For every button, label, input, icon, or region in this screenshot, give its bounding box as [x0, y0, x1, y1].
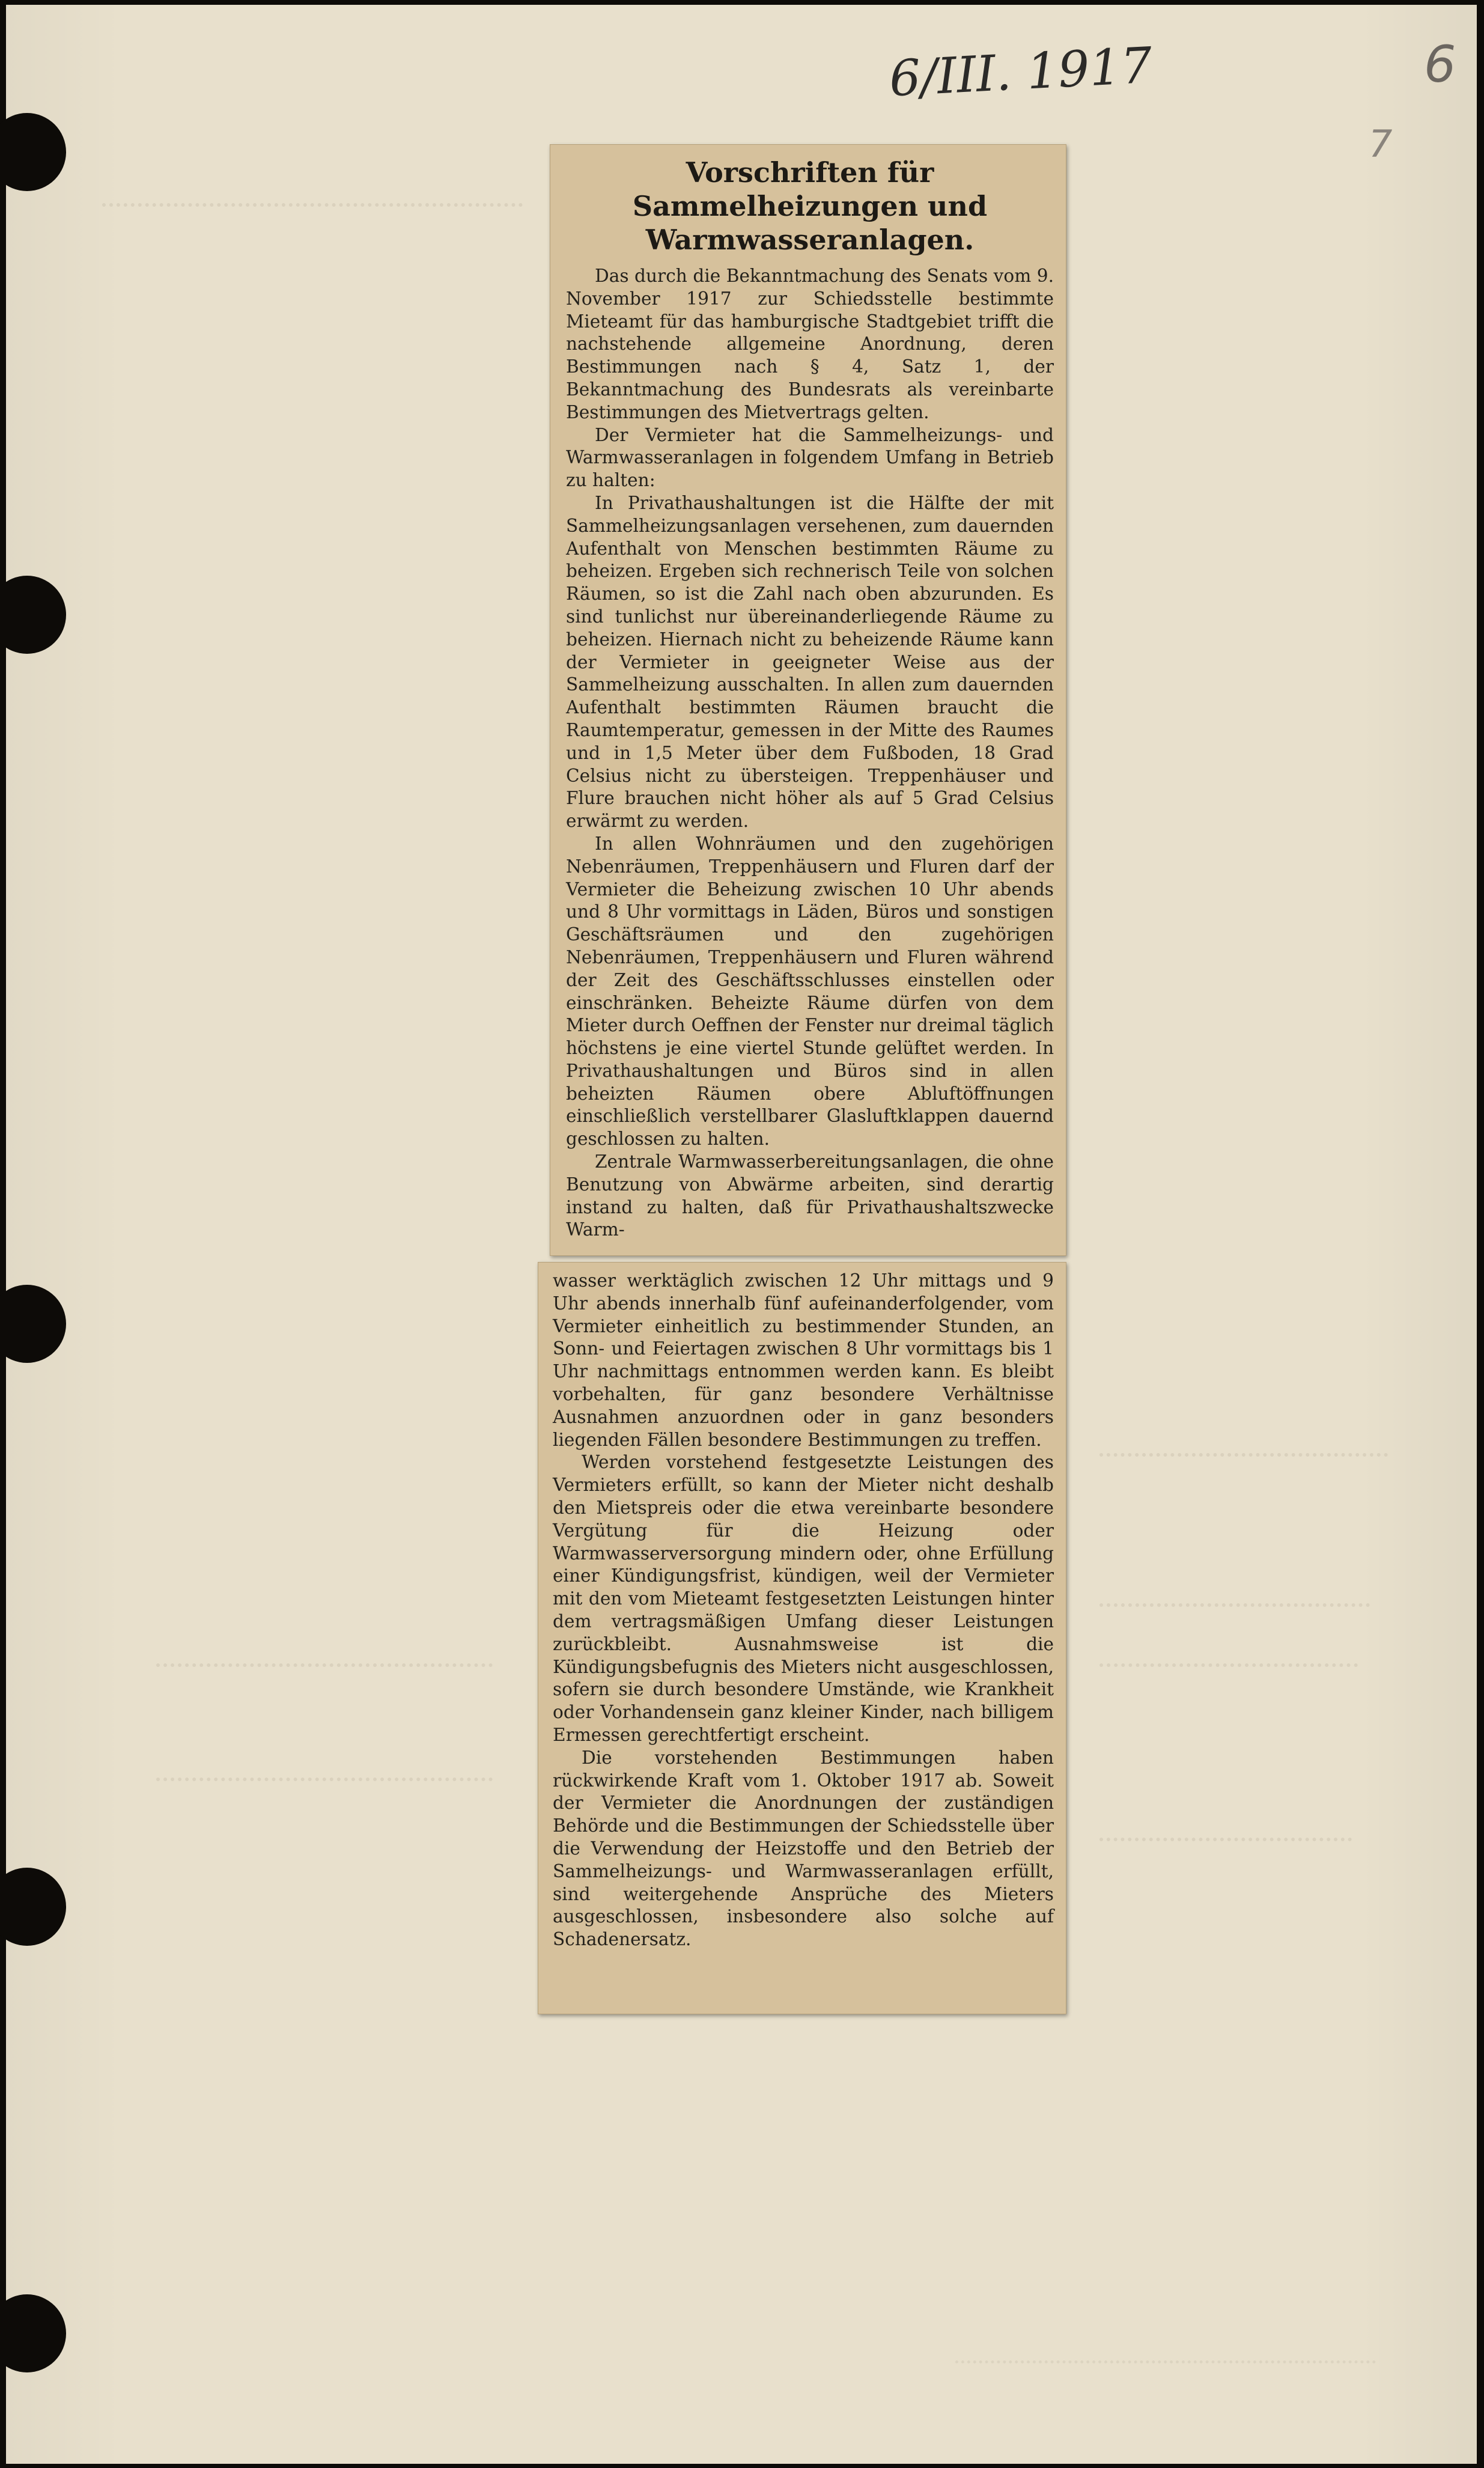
clipping-paragraph: Die vorstehenden Bestimmungen haben rückwirkende Kraft vom 1. Oktober 1917 ab. Soweit der Vermieter die Anordnungen der zuständigen Behörde und die Bestimmungen der Schiedsstelle über die Verwendung der Heizstoffe und den Betrieb der Sammelheizungs- und Warmwasseranlagen erfüllt, sind weitergehende Ansprüche des Mieters ausgeschlossen, insbesondere also solche auf Schadenersatz. — [553, 1747, 1054, 1950]
punch-hole — [0, 576, 66, 654]
bleed-through — [1099, 1585, 1370, 1607]
punch-hole — [0, 2294, 66, 2372]
clipping-body-part-2 — [553, 1270, 1054, 1951]
bleed-through — [1099, 1645, 1358, 1667]
clipping-paragraph: In Privathaushaltungen ist die Hälfte der mit Sammelheizungsanlagen versehenen, zum dauernden Aufenthalt von Menschen bestimmten Räume zu beheizen. Ergeben sich rechnerisch Teile von solchen Räumen, so ist die Zahl nach oben abzurunden. Es sind tunlichst nur übereinanderliegende Räume zu beheizen. Hiernach nicht zu beheizende Räume kann der Vermieter in geeigneter Weise aus der Sammelheizung ausschalten. In allen zum dauernden Aufenthalt bestimmten Räumen braucht die Raumtemperatur, gemessen in der Mitte des Raumes und in 1,5 Meter über dem Fußboden, 18 Grad Celsius nicht zu übersteigen. Treppenhäuser und Flure brauchen nicht höher als auf 5 Grad Celsius erwärmt zu werden. — [566, 492, 1054, 832]
page-number-secondary: 7 — [1369, 122, 1393, 166]
page-number: 6 — [1424, 35, 1456, 94]
clipping-paragraph: Werden vorstehend festgesetzte Leistungen des Vermieters erfüllt, so kann der Mieter nicht deshalb den Mietspreis oder die etwa vereinbarte besondere Vergütung für die Heizung oder Warmwasserversorgung mindern oder, ohne Erfüllung einer Kündigungsfrist, kündigen, weil der Vermieter mit den vom Mieteamt festgesetzten Leistungen hinter dem vertragsmäßigen Umfang dieser Leistungen zurückbleibt. Ausnahmsweise ist die Kündigungsbefugnis des Mieters nicht ausgeschlossen, sofern sie durch besondere Umstände, wie Krankheit oder Vorhandensein ganz kleiner Kinder, nach billigem Ermessen gerechtfertigt erscheint. — [553, 1452, 1054, 1745]
handwritten-date: 6/III. 1917 — [887, 37, 1154, 108]
newspaper-clipping-part-2 — [538, 1262, 1066, 2014]
newspaper-clipping-part-1 — [550, 144, 1066, 1256]
clipping-paragraph: Der Vermieter hat die Sammelheizungs- und Warmwasseranlagen in folgendem Umfang in Betrieb zu halten: — [566, 424, 1054, 491]
clipping-paragraph: wasser werktäglich zwischen 12 Uhr mittags und 9 Uhr abends innerhalb fünf aufeinanderfolgender, vom Vermieter einheitlich zu bestimmender Stunden, an Sonn- und Feiertagen zwischen 8 Uhr vormittags bis 1 Uhr nachmittags entnommen werden kann. Es bleibt vorbehalten, für ganz besondere Verhältnisse Ausnahmen anzuordnen oder in ganz besonders liegenden Fällen besondere Bestimmungen zu treffen. — [553, 1270, 1054, 1450]
bleed-through — [1099, 1820, 1352, 1841]
clipping-body-part-1 — [566, 265, 1054, 1242]
punch-hole — [0, 113, 66, 191]
bleed-through — [156, 1760, 493, 1781]
clipping-paragraph: Zentrale Warmwasserbereitungsanlagen, die ohne Benutzung von Abwärme arbeiten, sind derartig instand zu halten, daß für Privathaushaltszwecke Warm- — [566, 1151, 1054, 1240]
punch-hole — [0, 1285, 66, 1363]
clipping-paragraph: Das durch die Bekanntmachung des Senats vom 9. November 1917 zur Schiedsstelle bestimmte Mieteamt für das hamburgische Stadtgebiet trifft die nachstehende allgemeine Anordnung, deren Bestimmungen nach § 4, Satz 1, der Bekanntmachung des Bundesrats als vereinbarte Bestimmungen des Mietvertrags gelten. — [566, 266, 1054, 422]
bleed-through — [955, 2348, 1376, 2363]
punch-hole — [0, 1868, 66, 1946]
bleed-through — [156, 1645, 493, 1667]
bleed-through — [102, 185, 523, 207]
bleed-through — [1099, 1435, 1388, 1457]
clipping-paragraph: In allen Wohnräumen und den zugehörigen Nebenräumen, Treppenhäusern und Fluren darf der Vermieter die Beheizung zwischen 10 Uhr abends und 8 Uhr vormittags in Läden, Büros und sonstigen Geschäftsräumen und den zugehörigen Nebenräumen, Treppenhäusern und Fluren während der Zeit des Geschäftsschlusses einstellen oder einschränken. Beheizte Räume dürfen von dem Mieter durch Oeffnen der Fenster nur dreimal täglich höchstens je eine viertel Stunde gelüftet werden. In Privathaushaltungen und Büros sind in allen beheizten Räumen obere Abluftöffnungen einschließlich verstellbarer Glasluftklappen dauernd geschlossen zu halten. — [566, 833, 1054, 1150]
archive-sheet — [6, 5, 1477, 2464]
clipping-headline: Vorschriften für Sammelheizungen und Warmwasseranlagen. — [632, 156, 988, 256]
